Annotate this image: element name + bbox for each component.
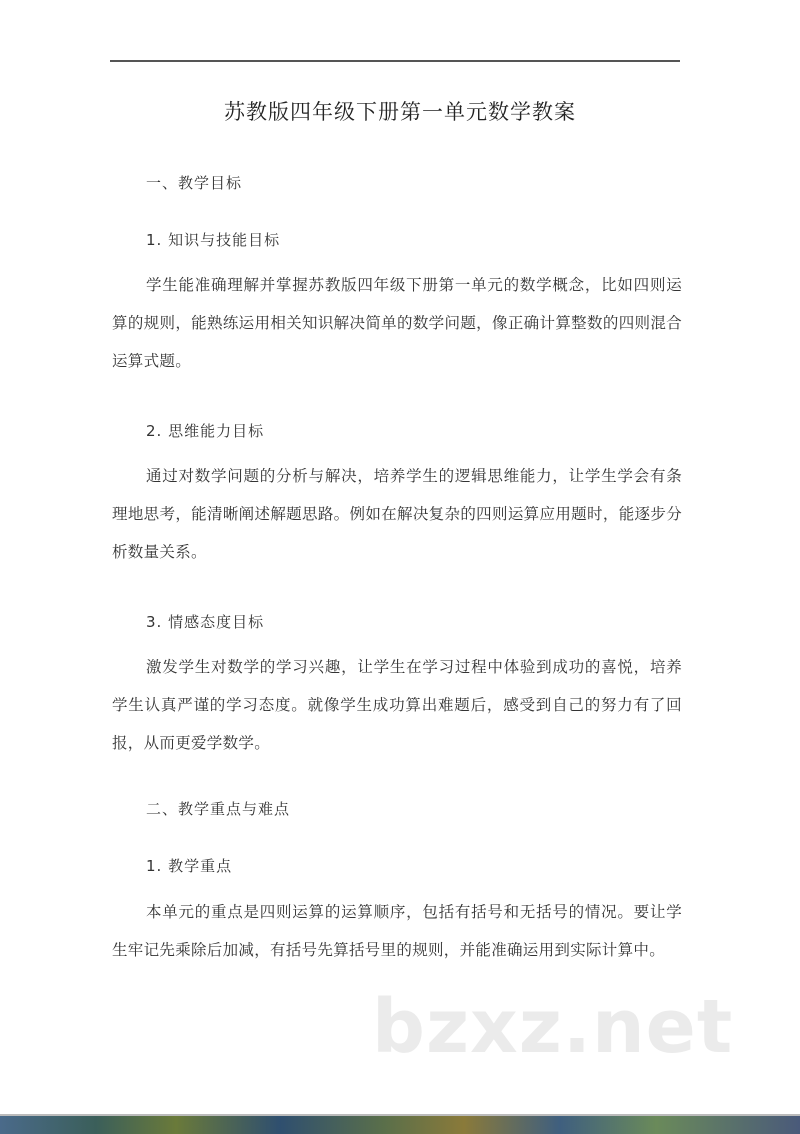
bottom-image-strip	[0, 1114, 800, 1134]
subheading-teaching-focus: 1. 教学重点	[146, 857, 233, 875]
header-rule	[110, 60, 680, 62]
subheading-thinking-ability: 2. 思维能力目标	[146, 422, 265, 440]
site-watermark: bzxz.net	[372, 984, 734, 1070]
paragraph-emotional-attitude: 激发学生对数学的学习兴趣，让学生在学习过程中体验到成功的喜悦，培养学生认真严谨的学习态度。就像学生成功算出难题后，感受到自己的努力有了回报，从而更爱学数学。	[112, 658, 682, 752]
paragraph-thinking-ability: 通过对数学问题的分析与解决，培养学生的逻辑思维能力，让学生学会有条理地思考，能清晰阐述解题思路。例如在解决复杂的四则运算应用题时，能逐步分析数量关系。	[112, 467, 682, 561]
document-title: 苏教版四年级下册第一单元数学教案	[224, 100, 576, 124]
section-heading-objectives: 一、教学目标	[146, 174, 243, 192]
section-heading-key-points: 二、教学重点与难点	[146, 800, 291, 818]
paragraph-teaching-focus: 本单元的重点是四则运算的运算顺序，包括有括号和无括号的情况。要让学生牢记先乘除后加减，有括号先算括号里的规则，并能准确运用到实际计算中。	[112, 903, 682, 959]
subheading-knowledge-skills: 1. 知识与技能目标	[146, 231, 281, 249]
paragraph-knowledge-skills: 学生能准确理解并掌握苏教版四年级下册第一单元的数学概念，比如四则运算的规则，能熟练运用相关知识解决简单的数学问题，像正确计算整数的四则混合运算式题。	[112, 276, 682, 370]
subheading-emotional-attitude: 3. 情感态度目标	[146, 613, 265, 631]
